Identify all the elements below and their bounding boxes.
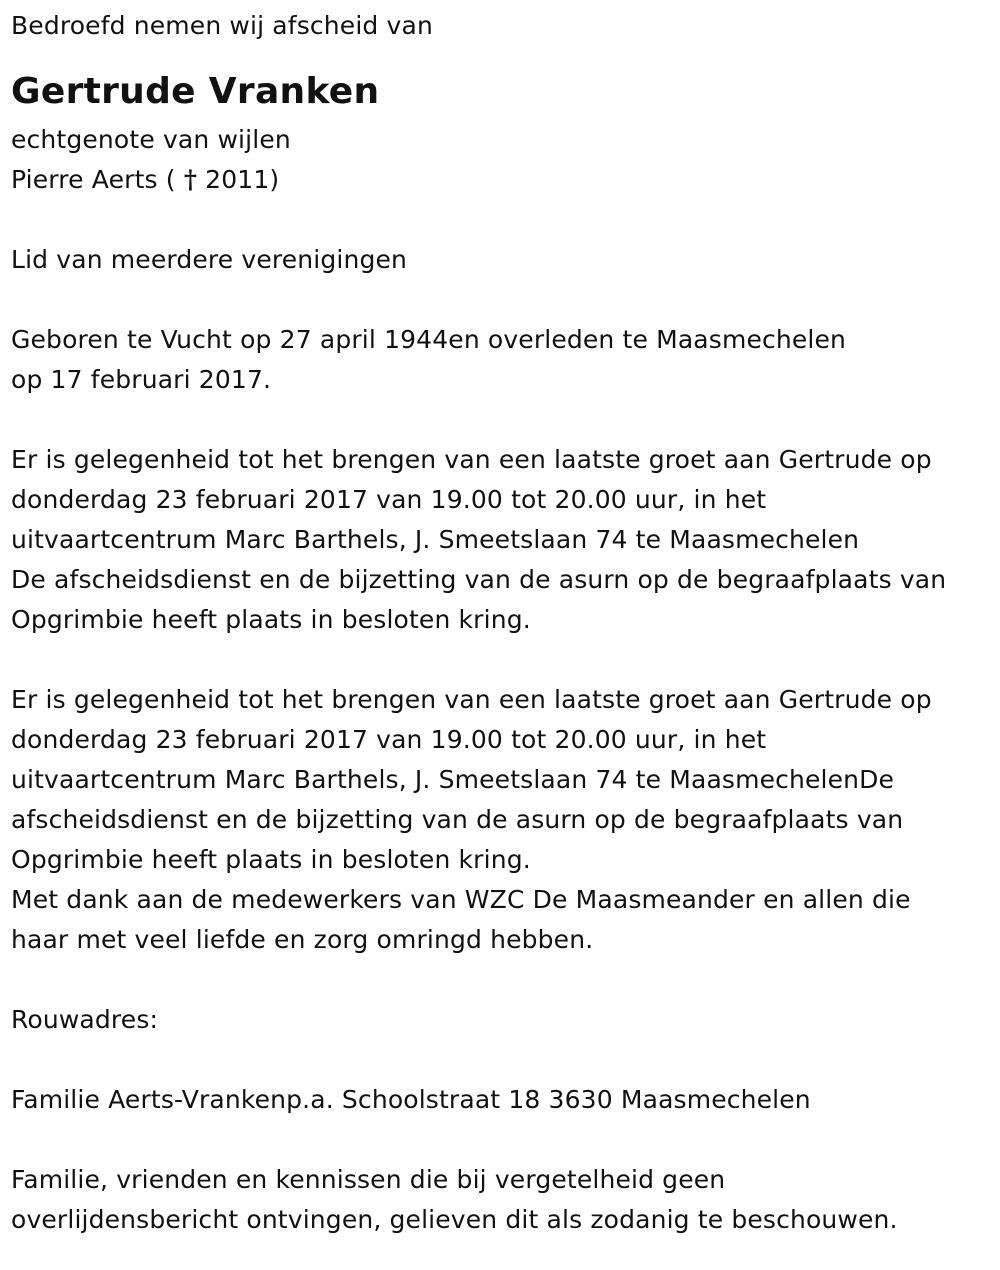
cross-icon: † xyxy=(183,165,198,194)
mourning-address-label: Rouwadres: xyxy=(11,1005,159,1034)
closing-text-line: Familie, vrienden en kennissen die bij vergetelheid geen xyxy=(11,1165,726,1194)
spacer xyxy=(11,46,1000,64)
spacer xyxy=(11,400,1000,440)
birth-death-line: Geboren te Vucht op 27 april 1944en overleden te Maasmechelen xyxy=(11,325,847,354)
spacer xyxy=(11,960,1000,1000)
service-text-line: uitvaartcentrum Marc Barthels, J. Smeetslaan 74 te MaasmechelenDe xyxy=(11,765,895,794)
service-text-line: De afscheidsdienst en de bijzetting van de asurn op de begraafplaats van xyxy=(11,565,947,594)
spacer xyxy=(11,280,1000,320)
intro-text: Bedroefd nemen wij afscheid van xyxy=(11,11,433,40)
spouse-death-year: 2011) xyxy=(205,165,280,194)
spouse-line xyxy=(11,160,1000,200)
mourning-address: Familie Aerts-Vrankenp.a. Schoolstraat 18 3630 Maasmechelen xyxy=(11,1085,811,1114)
closing-text-line: overlijdensbericht ontvingen, gelieven dit als zodanig te beschouwen. xyxy=(11,1205,898,1234)
spacer xyxy=(11,640,1000,680)
membership-text: Lid van meerdere verenigingen xyxy=(11,245,408,274)
spacer xyxy=(11,1040,1000,1080)
deceased-name: Gertrude Vranken xyxy=(11,71,380,112)
thanks-text-line: haar met veel liefde en zorg omringd hebben. xyxy=(11,925,594,954)
service-text-line: afscheidsdienst en de bijzetting van de asurn op de begraafplaats van xyxy=(11,805,904,834)
service-text-line: Er is gelegenheid tot het brengen van een laatste groet aan Gertrude op xyxy=(11,685,932,714)
service-text-line: donderdag 23 februari 2017 van 19.00 tot 20.00 uur, in het xyxy=(11,725,767,754)
service-text-line: Opgrimbie heeft plaats in besloten kring. xyxy=(11,845,531,874)
spacer xyxy=(11,200,1000,240)
spacer xyxy=(11,1120,1000,1160)
spouse-name: Pierre Aerts ( xyxy=(11,165,176,194)
service-text-line: Er is gelegenheid tot het brengen van een laatste groet aan Gertrude op xyxy=(11,445,932,474)
relation-line: echtgenote van wijlen xyxy=(11,125,291,154)
birth-death-line: op 17 februari 2017. xyxy=(11,365,272,394)
service-text-line: Opgrimbie heeft plaats in besloten kring. xyxy=(11,605,531,634)
thanks-text-line: Met dank aan de medewerkers van WZC De Maasmeander en allen die xyxy=(11,885,911,914)
service-text-line: donderdag 23 februari 2017 van 19.00 tot 20.00 uur, in het xyxy=(11,485,767,514)
service-text-line: uitvaartcentrum Marc Barthels, J. Smeetslaan 74 te Maasmechelen xyxy=(11,525,860,554)
